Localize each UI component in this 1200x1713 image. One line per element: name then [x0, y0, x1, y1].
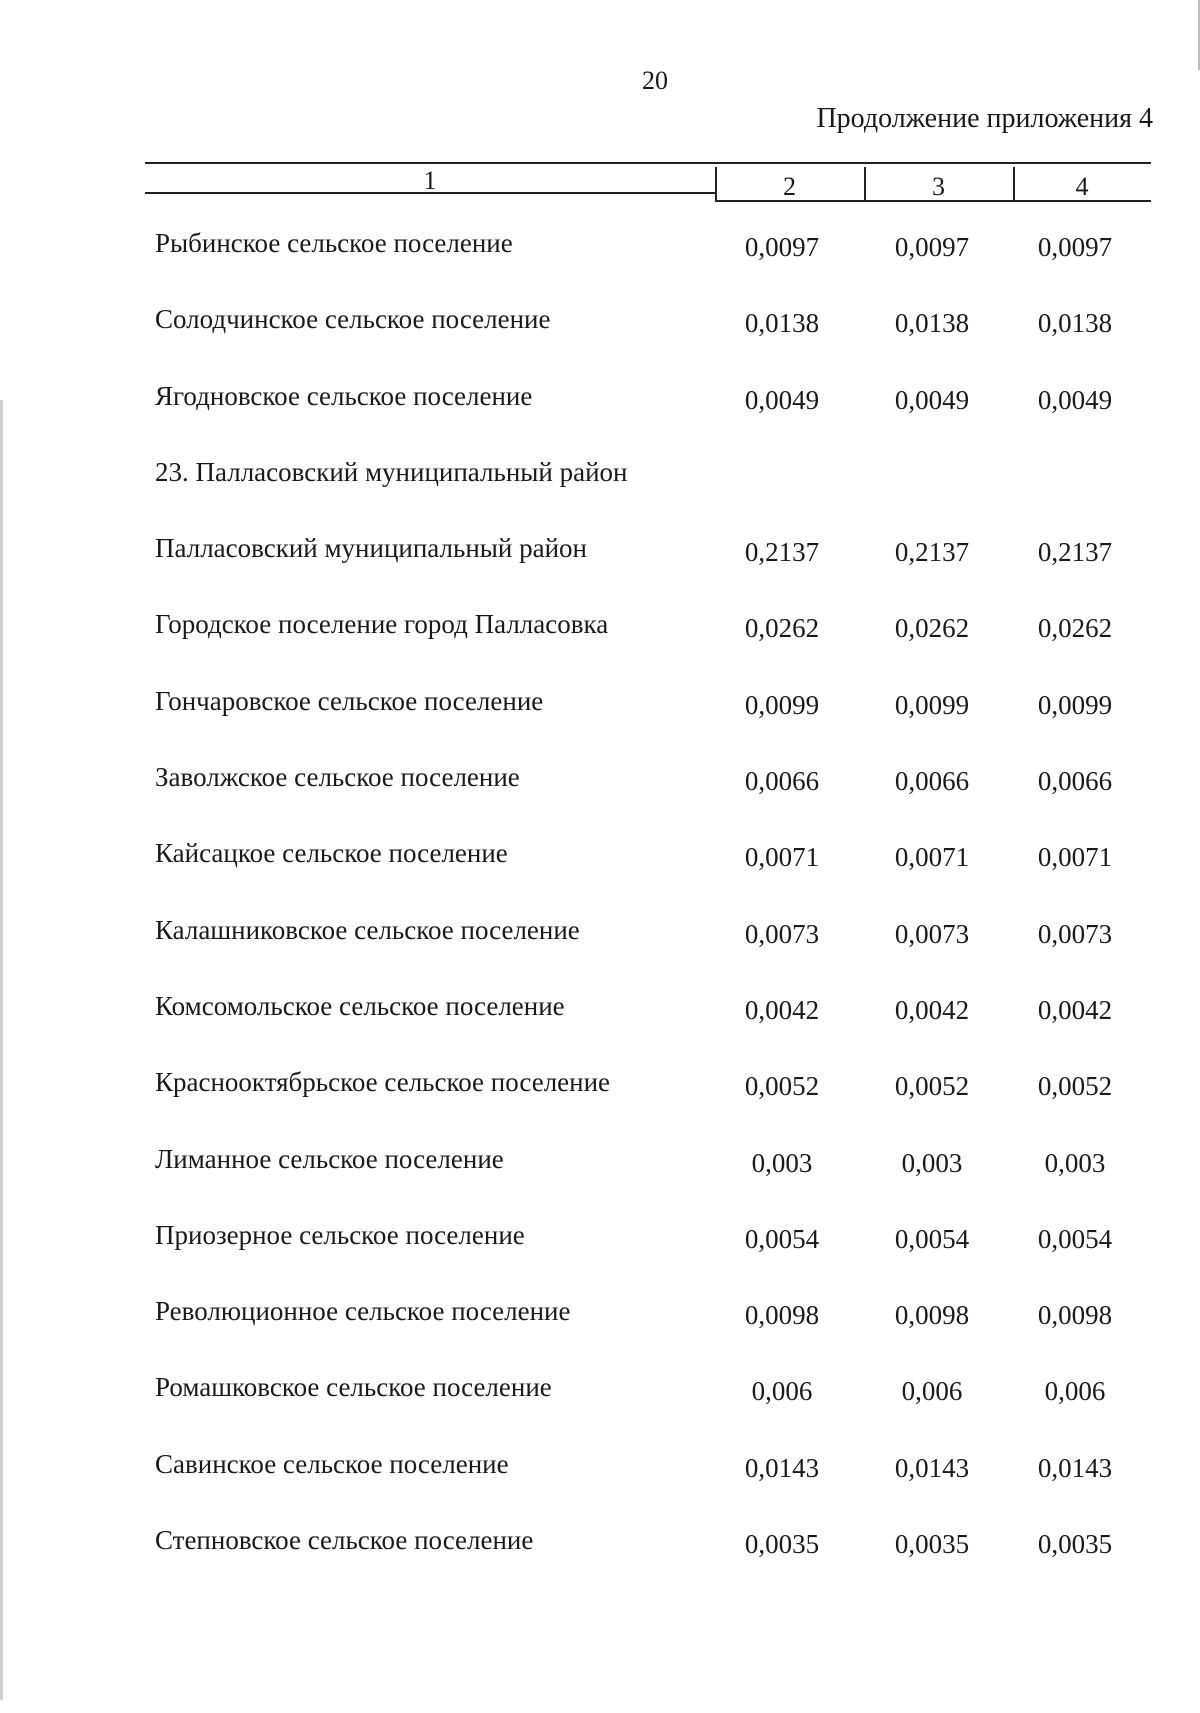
value-column-4: 0,0049: [1037, 384, 1113, 415]
row-label: Ягодновское сельское поселение: [155, 380, 533, 411]
value-column-3: 0,0098: [894, 1300, 970, 1331]
value-column-3: 0,0099: [894, 689, 970, 720]
value-column-2: 0,003: [751, 1147, 813, 1178]
value-column-4: 0,2137: [1037, 537, 1113, 568]
value-column-2: 0,0143: [744, 1452, 820, 1483]
value-column-4: 0,0042: [1037, 994, 1113, 1025]
row-label: Савинское сельское поселение: [155, 1448, 509, 1479]
row-label: Калашниковское сельское поселение: [155, 914, 580, 945]
value-column-4: 0,0071: [1037, 842, 1113, 873]
table-row: [150, 375, 1130, 451]
value-column-4: 0,0066: [1037, 766, 1113, 797]
table-row: [150, 1138, 1130, 1214]
table-body: [150, 222, 1130, 1595]
row-label: Палласовский муниципальный район: [155, 533, 587, 564]
row-label: Краснооктябрьское сельское поселение: [155, 1067, 611, 1098]
value-column-2: 0,0042: [744, 994, 820, 1025]
table-row: [150, 451, 1130, 527]
value-column-2: 0,2137: [744, 537, 820, 568]
value-column-3: 0,006: [901, 1376, 963, 1407]
table-row: [150, 1214, 1130, 1290]
value-column-2: 0,0052: [744, 1071, 820, 1102]
table-row: [150, 1290, 1130, 1366]
row-label: Гончаровское сельское поселение: [155, 685, 544, 716]
table-row: [150, 909, 1130, 985]
row-label: Революционное сельское поселение: [155, 1296, 571, 1327]
value-column-4: 0,0098: [1037, 1300, 1113, 1331]
page-number: 20: [642, 66, 668, 95]
row-label: Кайсацкое сельское поселение: [155, 838, 508, 869]
value-column-4: 0,003: [1044, 1147, 1106, 1178]
value-column-2: 0,0138: [744, 308, 820, 339]
value-column-2: 0,0066: [744, 766, 820, 797]
row-label: Лиманное сельское поселение: [155, 1143, 504, 1174]
continuation-heading: Продолжение приложения 4: [816, 103, 1153, 134]
value-column-3: 0,0052: [894, 1071, 970, 1102]
value-column-4: 0,0143: [1037, 1452, 1113, 1483]
value-column-4: 0,0035: [1037, 1529, 1113, 1560]
value-column-3: 0,0071: [894, 842, 970, 873]
table-row: [150, 1443, 1130, 1519]
table-row: [150, 985, 1130, 1061]
value-column-4: 0,006: [1044, 1376, 1106, 1407]
table-row: [150, 1061, 1130, 1137]
row-label: Солодчинское сельское поселение: [155, 304, 551, 335]
column-header-1: 1: [423, 166, 437, 195]
value-column-2: 0,0262: [744, 613, 820, 644]
value-column-3: 0,0262: [894, 613, 970, 644]
column-header-4: 4: [1075, 172, 1089, 201]
table-row: [150, 832, 1130, 908]
value-column-3: 0,0138: [894, 308, 970, 339]
value-column-2: 0,0035: [744, 1529, 820, 1560]
value-column-4: 0,0052: [1037, 1071, 1113, 1102]
row-label: Ромашковское сельское поселение: [155, 1372, 552, 1403]
value-column-3: 0,0049: [894, 384, 970, 415]
value-column-4: 0,0262: [1037, 613, 1113, 644]
value-column-2: 0,0099: [744, 689, 820, 720]
table-row: [150, 222, 1130, 298]
row-label: Заволжское сельское поселение: [155, 762, 520, 793]
column-header-2: 2: [783, 172, 796, 201]
table-row: [150, 1366, 1130, 1442]
row-label: 23. Палласовский муниципальный район: [155, 456, 628, 487]
value-column-3: 0,2137: [894, 537, 970, 568]
row-label: Степновское сельское поселение: [155, 1525, 534, 1556]
value-column-2: 0,0054: [744, 1223, 820, 1254]
value-column-3: 0,0035: [894, 1529, 970, 1560]
value-column-2: 0,0071: [744, 842, 820, 873]
value-column-4: 0,0054: [1037, 1223, 1113, 1254]
value-column-2: 0,0049: [744, 384, 820, 415]
row-label: Рыбинское сельское поселение: [155, 228, 513, 258]
value-column-3: 0,0066: [894, 766, 970, 797]
table-row: [150, 298, 1130, 374]
value-column-4: 0,0099: [1037, 689, 1113, 720]
value-column-4: 0,0097: [1037, 232, 1113, 262]
value-column-3: 0,0054: [894, 1223, 970, 1254]
value-column-3: 0,0143: [894, 1452, 970, 1483]
scan-edge: [0, 400, 3, 1700]
value-column-4: 0,0073: [1037, 918, 1113, 949]
row-label: Приозерное сельское поселение: [155, 1219, 525, 1250]
table-row: [150, 527, 1130, 603]
value-column-4: 0,0138: [1037, 308, 1113, 339]
value-column-3: 0,0073: [894, 918, 970, 949]
row-label: Комсомольское сельское поселение: [155, 990, 565, 1021]
table-row: [150, 680, 1130, 756]
value-column-3: 0,0097: [894, 232, 970, 262]
table-row: [150, 603, 1130, 679]
value-column-2: 0,0097: [744, 232, 820, 262]
value-column-2: 0,006: [751, 1376, 813, 1407]
value-column-3: 0,0042: [894, 994, 970, 1025]
column-header-3: 3: [932, 172, 945, 201]
table-rule: [145, 162, 1151, 164]
row-label: Городское поселение город Палласовка: [155, 609, 609, 640]
table-row: [150, 1519, 1130, 1595]
value-column-2: 0,0073: [744, 918, 820, 949]
value-column-2: 0,0098: [744, 1300, 820, 1331]
table-row: [150, 756, 1130, 832]
value-column-3: 0,003: [901, 1147, 963, 1178]
